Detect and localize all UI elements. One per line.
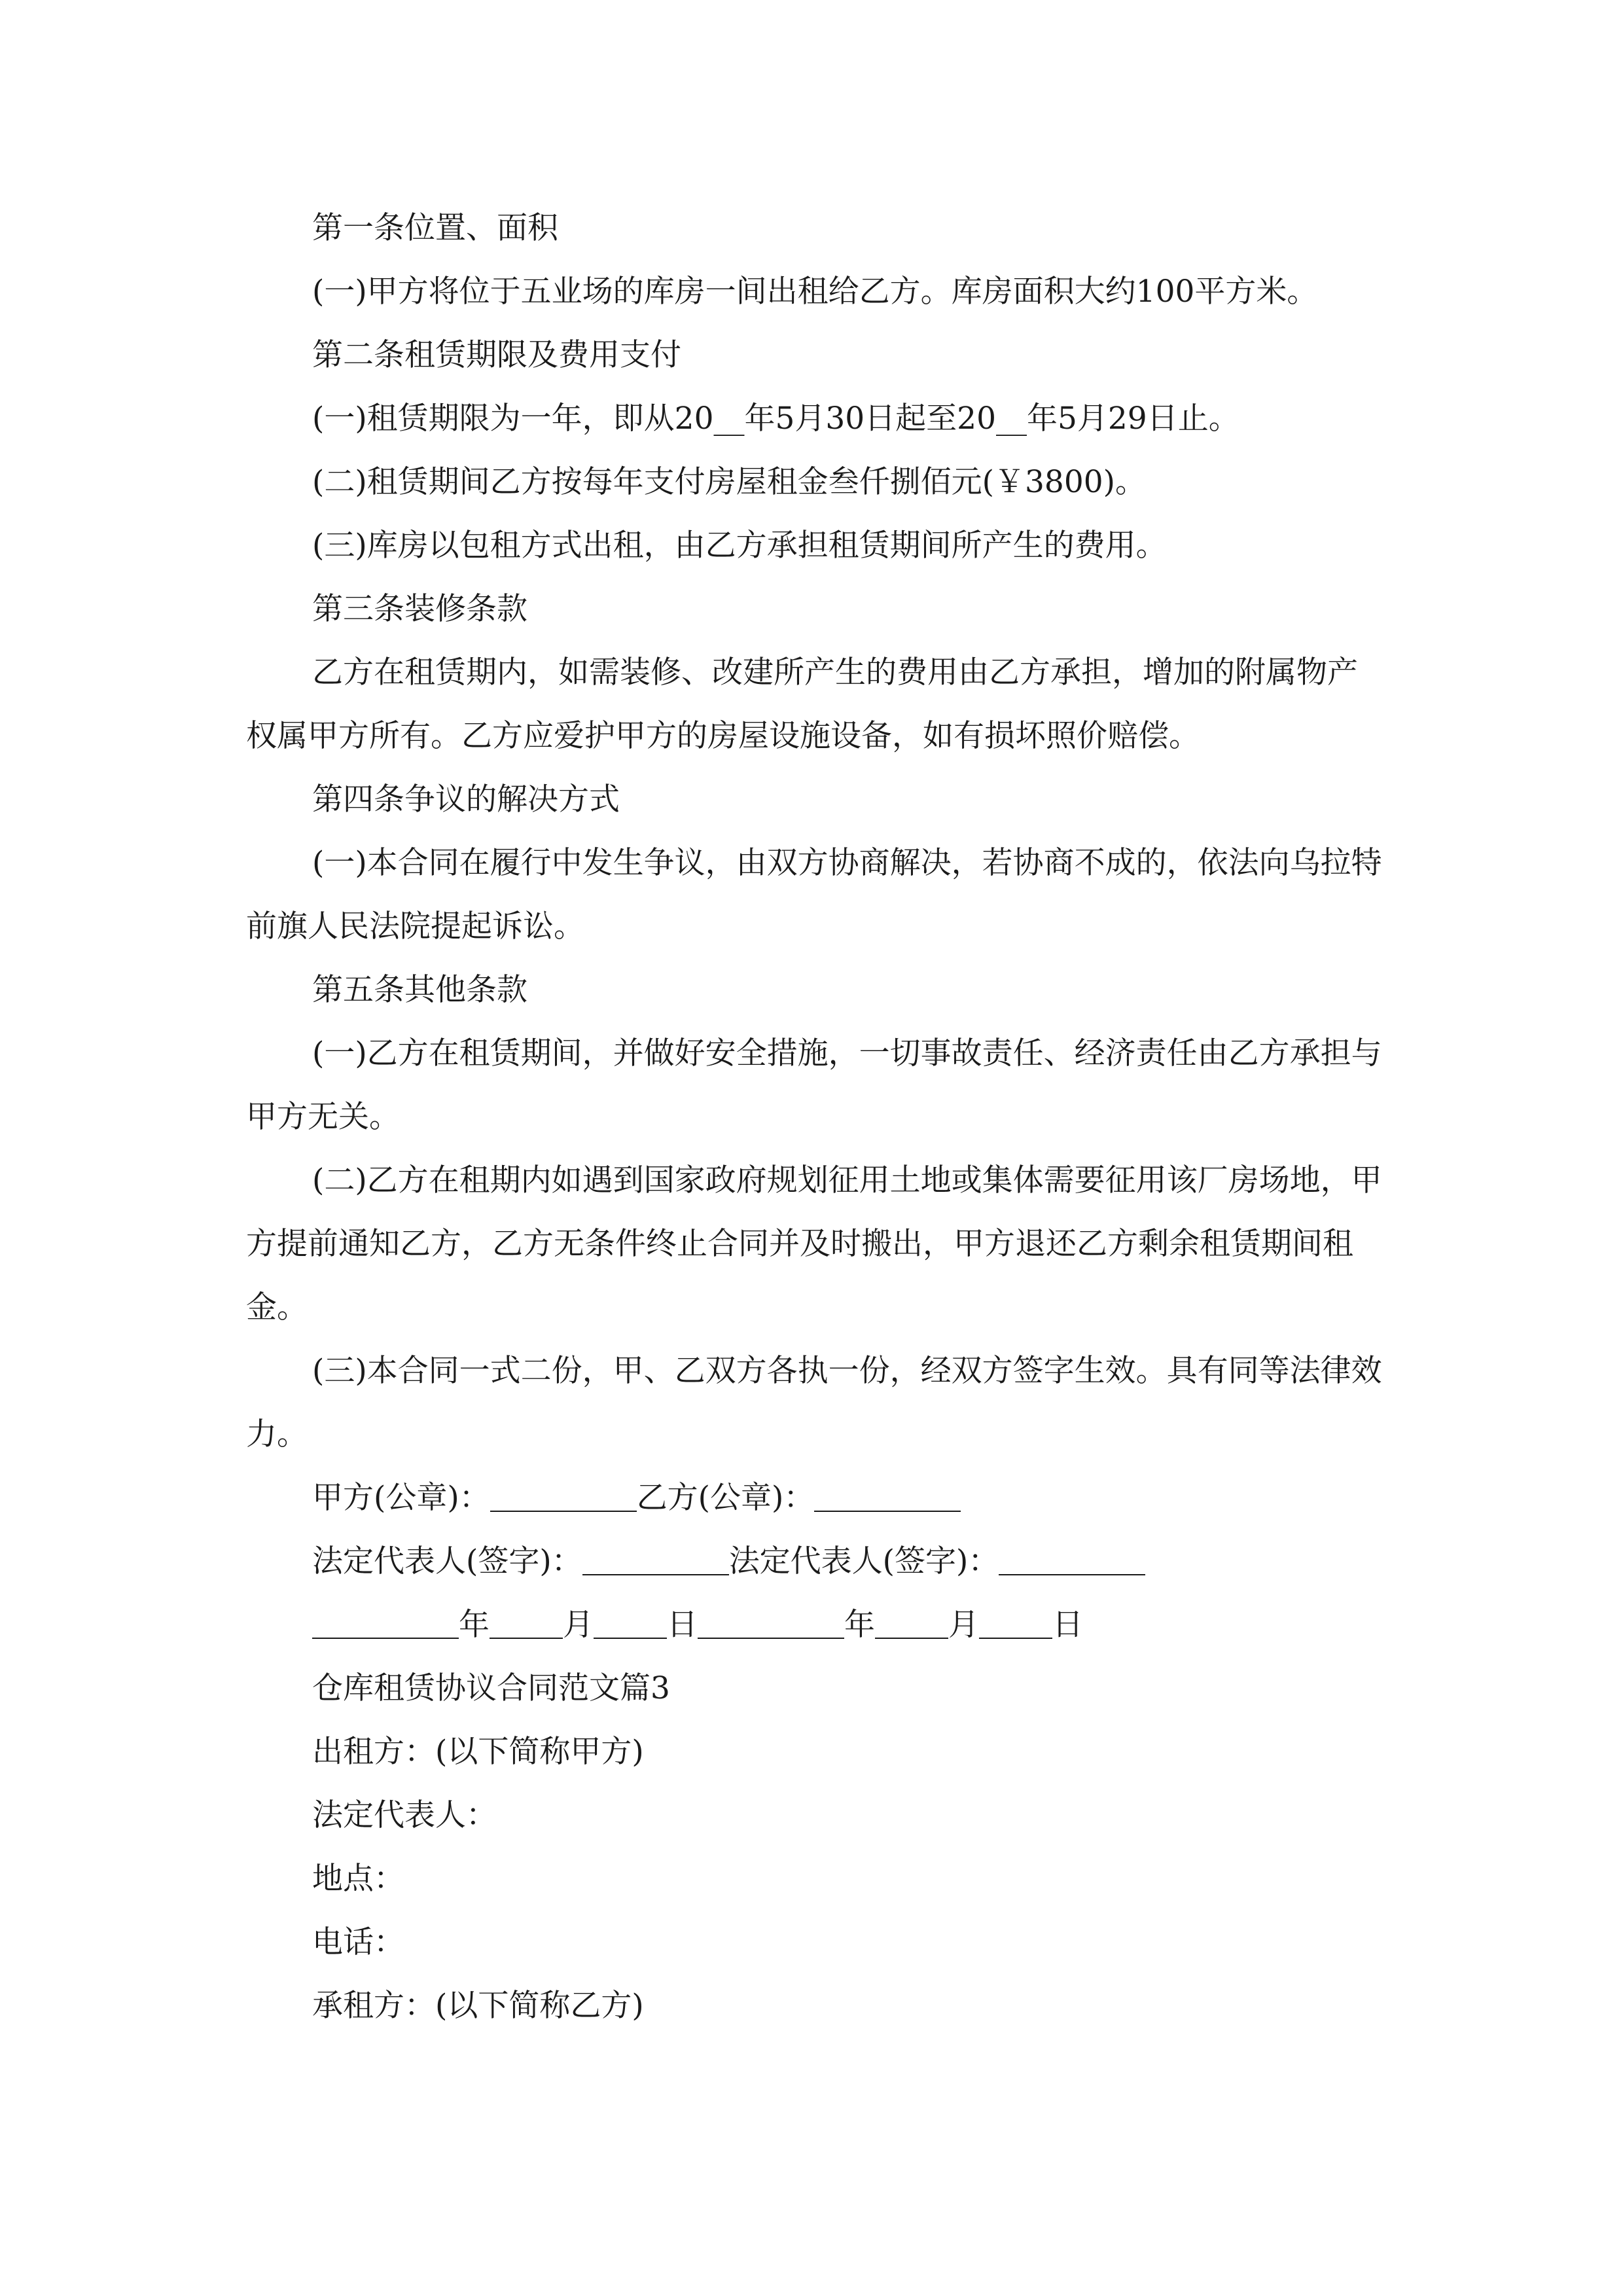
date-a-day-blank <box>594 1607 667 1639</box>
party-a-seal-blank <box>490 1480 637 1512</box>
date-b-month: 月 <box>948 1607 979 1643</box>
rep-a-label: 法定代表人(签字)： <box>312 1543 582 1579</box>
clause-5-item-3: (三)本合同一式二份，甲、乙双方各执一份，经双方签字生效。具有同等法律效力。 <box>246 1353 1382 1452</box>
document-body <box>246 196 1385 2037</box>
date-a-year-blank <box>312 1607 459 1639</box>
clause-1-item-1: (一)甲方将位于五业场的库房一间出租给乙方。库房面积大约100平方米。 <box>312 274 1318 310</box>
rep-b-label: 法定代表人(签字)： <box>728 1543 999 1579</box>
seal-line <box>246 1466 1385 1530</box>
party-b-seal-blank <box>814 1480 961 1512</box>
date-a-year: 年 <box>459 1607 490 1643</box>
date-line <box>246 1593 1385 1657</box>
date-b-year: 年 <box>844 1607 875 1643</box>
phone-line: 电话： <box>312 1924 404 1960</box>
section-3-title: 仓库租赁协议合同范文篇3 <box>312 1670 670 1706</box>
clause-1-title: 第一条位置、面积 <box>312 210 558 246</box>
clause-5-item-2: (二)乙方在租期内如遇到国家政府规划征用土地或集体需要征用该厂房场地，甲方提前通知乙方，乙方无条件终止合同并及时搬出，甲方退还乙方剩余租赁期间租金。 <box>246 1162 1382 1325</box>
clause-3-title: 第三条装修条款 <box>312 591 527 627</box>
date-b-year-blank <box>698 1607 844 1639</box>
lessee-line: 承租方：(以下简称乙方) <box>312 1988 644 2024</box>
clause-4-title: 第四条争议的解决方式 <box>312 781 620 817</box>
clause-2-item-3: (三)库房以包租方式出租，由乙方承担租赁期间所产生的费用。 <box>312 528 1167 564</box>
clause-3-text: 乙方在租赁期内，如需装修、改建所产生的费用由乙方承担，增加的附属物产权属甲方所有。乙方应爱护甲方的房屋设施设备，如有损坏照价赔偿。 <box>246 655 1358 754</box>
legal-rep-line: 法定代表人： <box>312 1797 497 1833</box>
party-b-seal-label: 乙方(公章)： <box>636 1480 815 1516</box>
clause-5-title: 第五条其他条款 <box>312 972 527 1008</box>
date-b-month-blank <box>875 1607 948 1639</box>
address-line: 地点： <box>312 1861 404 1897</box>
clause-2-item-1: (一)租赁期限为一年，即从20__年5月30日起至20__年5月29日止。 <box>312 401 1240 437</box>
date-a-day: 日 <box>667 1607 698 1643</box>
party-a-seal-label: 甲方(公章)： <box>312 1480 490 1516</box>
date-b-day-blank <box>979 1607 1052 1639</box>
date-a-month-blank <box>490 1607 563 1639</box>
rep-a-blank <box>582 1543 729 1575</box>
clause-5-item-1: (一)乙方在租赁期间，并做好安全措施，一切事故责任、经济责任由乙方承担与甲方无关。 <box>246 1035 1382 1135</box>
clause-2-title: 第二条租赁期限及费用支付 <box>312 337 681 373</box>
representative-line <box>246 1530 1385 1593</box>
clause-4-item-1: (一)本合同在履行中发生争议，由双方协商解决，若协商不成的，依法向乌拉特前旗人民法院提起诉讼。 <box>246 845 1382 944</box>
clause-2-item-2: (二)租赁期间乙方按每年支付房屋租金叁仟捌佰元(￥3800)。 <box>312 464 1146 500</box>
lessor-line: 出租方：(以下简称甲方) <box>312 1734 644 1770</box>
rep-b-blank <box>999 1543 1145 1575</box>
date-b-day: 日 <box>1052 1607 1083 1643</box>
date-a-month: 月 <box>563 1607 594 1643</box>
